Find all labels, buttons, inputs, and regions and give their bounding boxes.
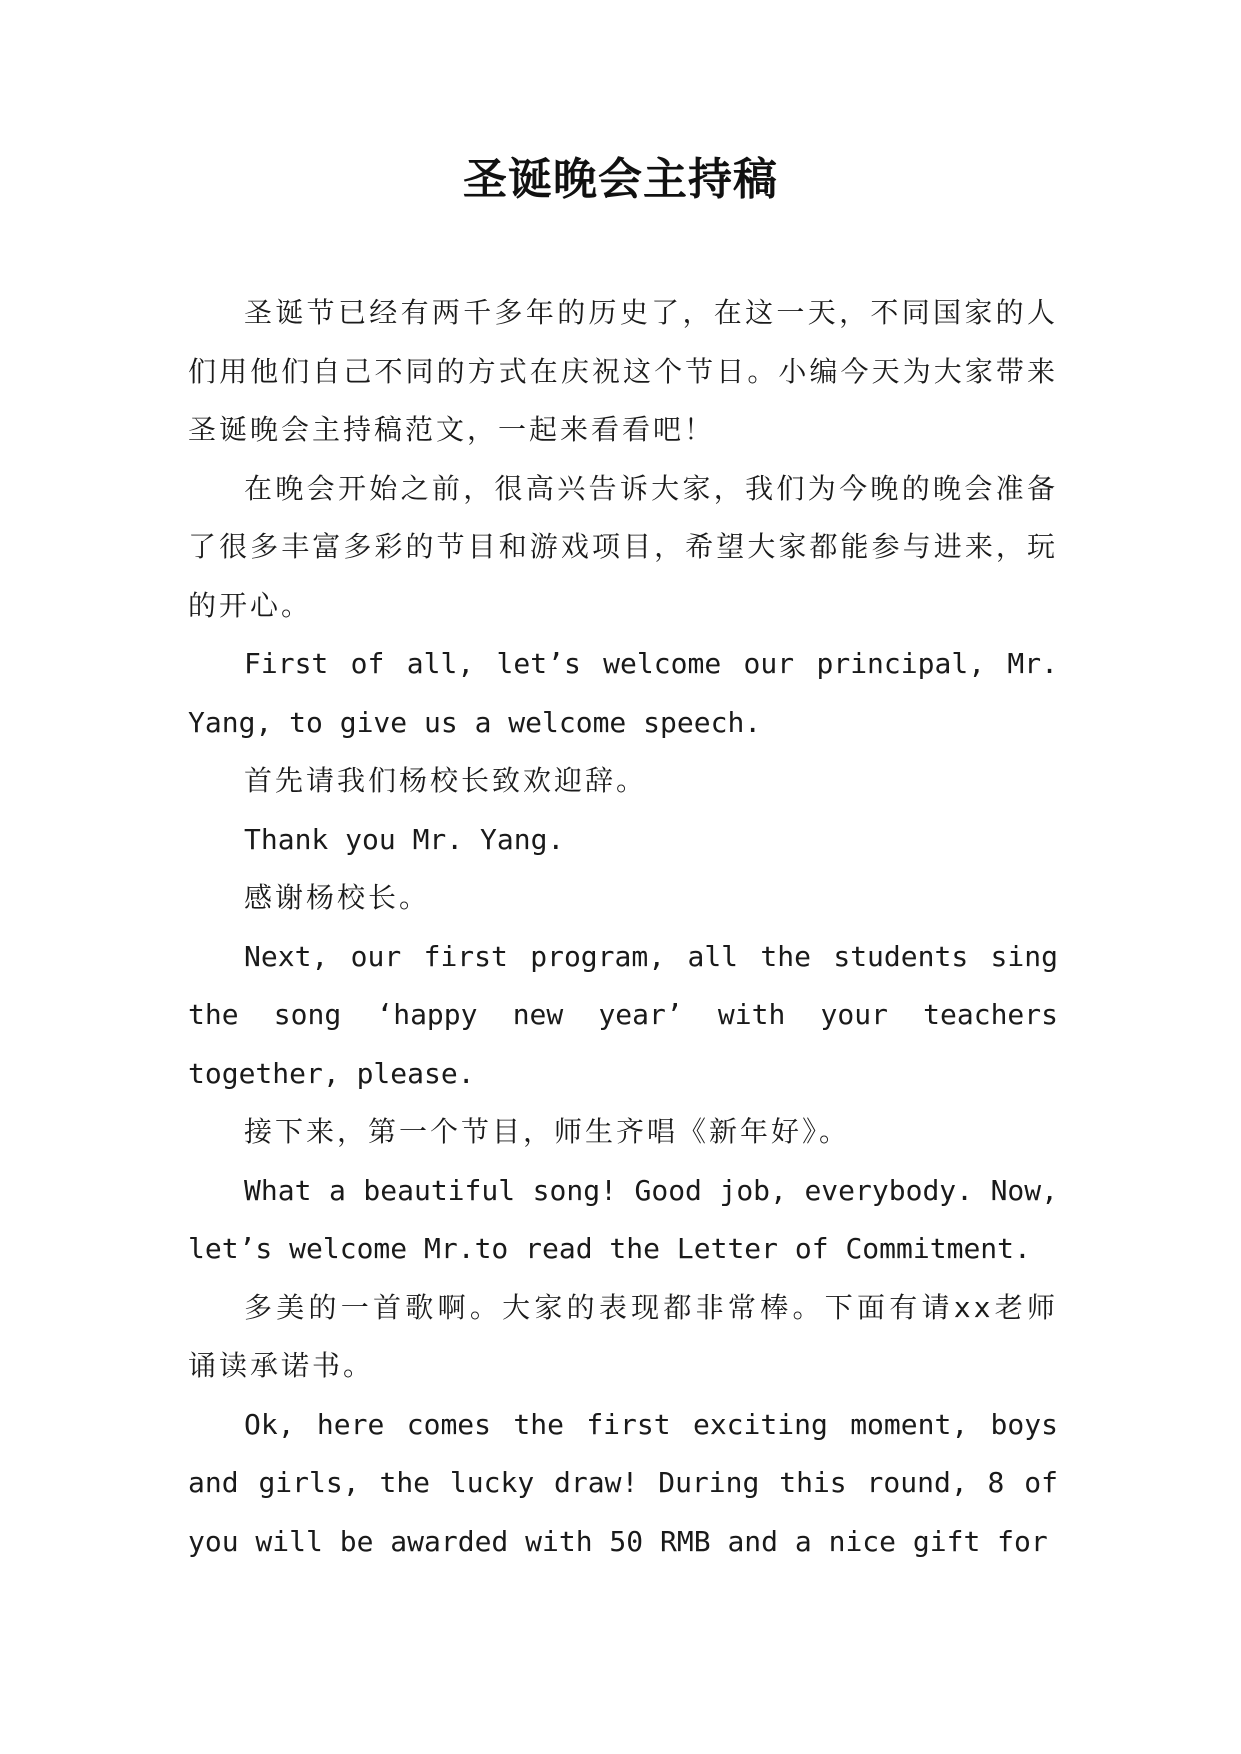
paragraph-before-party: 在晚会开始之前，很高兴告诉大家，我们为今晚的晚会准备了很多丰富多彩的节目和游戏项目，希望大家都能参与进来，玩的开心。 <box>188 471 1058 622</box>
paragraph-thanks-en: Thank you Mr. Yang. <box>244 822 565 856</box>
paragraph-welcome-principal-cn: 首先请我们杨校长致欢迎辞。 <box>244 764 648 797</box>
paragraph-first-program-en: Next, our first program, all the students sing the song ‘happy new year’ with your teachers together, please. <box>188 939 1058 1090</box>
paragraph-welcome-principal-en: First of all, let’s welcome our principal, Mr. Yang, to give us a welcome speech. <box>188 647 1058 739</box>
paragraph-first-program-cn: 接下来，第一个节目，师生齐唱《新年好》。 <box>244 1115 851 1148</box>
document-body <box>188 284 1058 1571</box>
paragraph-commitment-en: What a beautiful song! Good job, everybody. Now, let’s welcome Mr.to read the Letter of Commitment. <box>188 1173 1058 1265</box>
paragraph-lucky-draw-en: Ok, here comes the first exciting moment, boys and girls, the lucky draw! During this round, 8 of you will be awarded with 50 RMB and a nice gift for <box>188 1407 1058 1558</box>
paragraph-intro: 圣诞节已经有两千多年的历史了，在这一天，不同国家的人们用他们自己不同的方式在庆祝这个节日。小编今天为大家带来圣诞晚会主持稿范文，一起来看看吧！ <box>188 296 1058 446</box>
paragraph-commitment-cn: 多美的一首歌啊。大家的表现都非常棒。下面有请xx老师诵读承诺书。 <box>188 1290 1058 1382</box>
paragraph-thanks-cn: 感谢杨校长。 <box>244 881 431 914</box>
document-title: 圣诞晚会主持稿 <box>463 154 778 205</box>
